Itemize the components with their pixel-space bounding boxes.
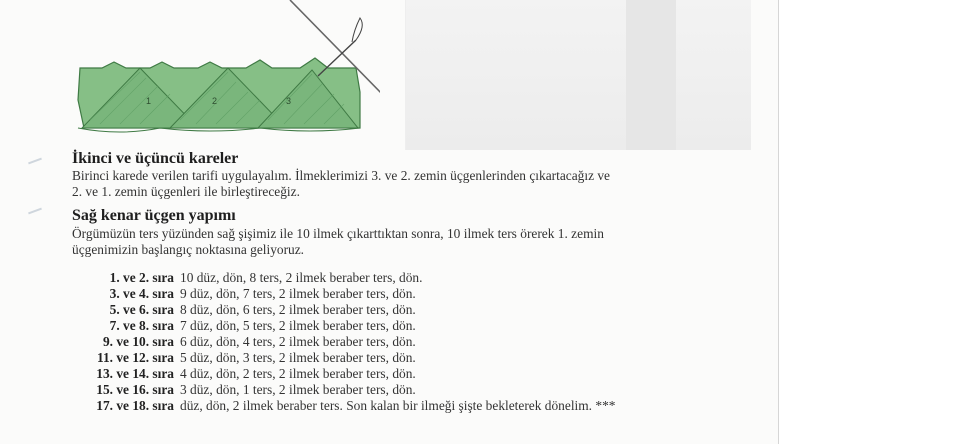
instruction-row xyxy=(72,334,772,350)
row-label: 3. ve 4. sıra xyxy=(109,286,174,301)
square-label-1: 1 xyxy=(146,96,152,106)
page-edge xyxy=(778,0,779,444)
knitting-illustration xyxy=(60,0,380,150)
row-label: 11. ve 12. sıra xyxy=(97,350,174,365)
row-label: 13. ve 14. sıra xyxy=(96,366,174,381)
instruction-row xyxy=(72,382,772,398)
knitted-fabric xyxy=(78,58,360,132)
row-text: 4 düz, dön, 2 ters, 2 ilmek beraber ters, dön. xyxy=(180,366,416,381)
square-label-3: 3 xyxy=(286,96,292,106)
row-text: 3 düz, dön, 1 ters, 2 ilmek beraber ters, dön. xyxy=(180,382,416,397)
row-text: 8 düz, dön, 6 ters, 2 ilmek beraber ters, dön. xyxy=(180,302,416,317)
row-label: 5. ve 6. sıra xyxy=(109,302,174,317)
instruction-row xyxy=(72,398,772,414)
row-label: 9. ve 10. sıra xyxy=(102,334,174,349)
section-title: İkinci ve üçüncü kareler xyxy=(72,150,239,167)
paragraph-line: 2. ve 1. zemin üçgenleri ile birleştireceğiz. xyxy=(72,184,300,199)
photo-area xyxy=(405,0,751,150)
margin-mark xyxy=(28,158,42,165)
paragraph-line: Örgümüzün ters yüzünden sağ şişimiz ile 10 ilmek çıkarttıktan sonra, 10 ilmek ters örerek 1. zemin xyxy=(72,226,604,241)
section-title: Sağ kenar üçgen yapımı xyxy=(72,207,236,224)
row-label: 17. ve 18. sıra xyxy=(96,398,174,413)
row-instructions xyxy=(72,270,772,414)
row-label: 1. ve 2. sıra xyxy=(109,270,174,285)
row-text: düz, dön, 2 ilmek beraber ters. Son kalan bir ilmeği şişte bekleterek dönelim. *** xyxy=(180,398,616,413)
instruction-row xyxy=(72,318,772,334)
paragraph-line: Birinci karede verilen tarifi uygulayalım. İlmeklerimizi 3. ve 2. zemin üçgenlerinden çıkartacağız ve xyxy=(72,168,611,183)
row-text: 6 düz, dön, 4 ters, 2 ilmek beraber ters, dön. xyxy=(180,334,416,349)
instruction-row xyxy=(72,366,772,382)
instruction-row xyxy=(72,302,772,318)
paragraph-line: üçgenimizin başlangıç noktasına geliyoruz. xyxy=(72,242,305,257)
instruction-row xyxy=(72,350,772,366)
row-text: 9 düz, dön, 7 ters, 2 ilmek beraber ters, dön. xyxy=(180,286,416,301)
square-label-2: 2 xyxy=(212,96,218,106)
margin-mark xyxy=(28,208,42,215)
row-text: 10 düz, dön, 8 ters, 2 ilmek beraber ters, dön. xyxy=(180,270,423,285)
row-text: 5 düz, dön, 3 ters, 2 ilmek beraber ters, dön. xyxy=(180,350,416,365)
instruction-row xyxy=(72,286,772,302)
row-label: 15. ve 16. sıra xyxy=(96,382,174,397)
instruction-row xyxy=(72,270,772,286)
row-label: 7. ve 8. sıra xyxy=(109,318,174,333)
row-text: 7 düz, dön, 5 ters, 2 ilmek beraber ters, dön. xyxy=(180,318,416,333)
